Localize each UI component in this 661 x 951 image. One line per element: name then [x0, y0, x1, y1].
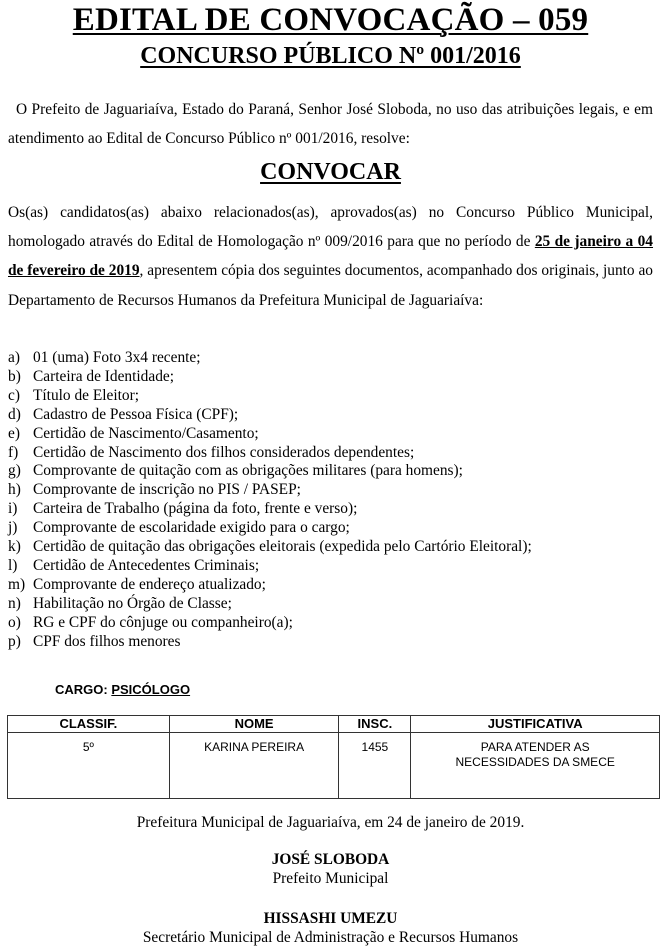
list-item — [8, 368, 532, 387]
body-paragraph — [8, 198, 653, 315]
list-item-letter: a) — [8, 349, 20, 366]
signer-2-name: HISSASHI UMEZU — [263, 910, 398, 927]
document-subtitle-text: CONCURSO PÚBLICO Nº 001/2016 — [140, 43, 521, 69]
body-text-1: Os(as) candidatos(as) abaixo relacionados(as), aprovados(as) no Concurso Público Municipal, homologado através do Edital de Homologação nº 009/2016 para que no período de — [8, 204, 653, 251]
cargo-line — [55, 681, 190, 699]
justificativa-line-1: PARA ATENDER AS — [480, 740, 590, 754]
list-item-text: Título de Eleitor; — [33, 386, 139, 404]
signer-1-role: Prefeito Municipal — [272, 870, 389, 887]
list-item-text: RG e CPF do cônjuge ou companheiro(a); — [33, 613, 293, 631]
list-item-text: Comprovante de quitação com as obrigações militares (para homens); — [33, 462, 463, 480]
cell-insc: 1455 — [339, 733, 411, 799]
table-row — [8, 733, 660, 799]
list-item-letter: l) — [8, 556, 18, 574]
list-item-text: Certidão de Nascimento dos filhos considerados dependentes; — [33, 443, 415, 461]
document-subtitle — [0, 40, 661, 72]
list-item — [8, 595, 532, 614]
list-item-letter: i) — [8, 500, 18, 518]
list-item-letter: j) — [8, 519, 18, 537]
list-item-text: Comprovante de endereço atualizado; — [33, 575, 266, 593]
list-item-text: 01 (uma) Foto 3x4 recente; — [33, 349, 201, 366]
list-item-letter: g) — [8, 462, 21, 480]
list-item — [8, 500, 532, 519]
cell-nome: KARINA PEREIRA — [169, 733, 339, 799]
list-item — [8, 387, 532, 406]
list-item — [8, 406, 532, 425]
intro-paragraph: O Prefeito de Jaguariaíva, Estado do Paraná, Senhor José Sloboda, no uso das atribuições legais, e em atendimento ao Edital de Concurso Público nº 001/2016, resolve: — [8, 101, 653, 147]
list-item-letter: o) — [8, 613, 21, 631]
list-item-text: CPF dos filhos menores — [33, 632, 181, 650]
period-highlight: 25 de janeiro a 04 de fevereiro de 2019 — [8, 233, 654, 280]
signer-2-role: Secretário Municipal de Administração e Recursos Humanos — [142, 929, 519, 946]
list-item-text: Comprovante de escolaridade exigido para o cargo; — [33, 519, 350, 537]
candidates-table — [7, 715, 660, 799]
list-item — [8, 462, 532, 481]
list-item-letter: k) — [8, 538, 21, 556]
header-classif: CLASSIF. — [8, 716, 170, 733]
list-item — [8, 614, 532, 633]
list-item-text: Certidão de Antecedentes Criminais; — [33, 556, 260, 574]
list-item-text: Comprovante de inscrição no PIS / PASEP; — [33, 481, 301, 499]
list-item-text: Certidão de Nascimento/Casamento; — [33, 424, 259, 442]
document-title — [0, 0, 661, 40]
date-line: Prefeitura Municipal de Jaguariaíva, em 24 de janeiro de 2019. — [136, 814, 525, 831]
document-title-text: EDITAL DE CONVOCAÇÃO – 059 — [72, 2, 589, 38]
cell-justificativa — [411, 733, 660, 799]
list-item-letter: d) — [8, 405, 21, 423]
cargo-value: PSICÓLOGO — [111, 682, 191, 697]
body-text-2: , apresentem cópia dos seguintes documentos, acompanhado dos originais, junto ao Departamento de Recursos Humanos da Prefeitura Municipal de Jaguariaíva: — [8, 262, 653, 309]
list-item-text: Habilitação no Órgão de Classe; — [33, 594, 232, 612]
list-item-text: Certidão de quitação das obrigações eleitorais (expedida pelo Cartório Eleitoral); — [33, 538, 532, 556]
list-item — [8, 425, 532, 444]
header-nome: NOME — [169, 716, 339, 733]
cargo-label: CARGO: — [55, 682, 112, 697]
list-item — [8, 633, 532, 652]
header-insc: INSC. — [339, 716, 411, 733]
documents-list — [8, 349, 532, 652]
list-item-text: Carteira de Trabalho (página da foto, frente e verso); — [33, 500, 358, 518]
list-item — [8, 519, 532, 538]
list-item-letter: b) — [8, 367, 21, 385]
list-item-letter: f) — [8, 443, 19, 461]
cell-classif: 5º — [8, 733, 170, 799]
section-title-text: CONVOCAR — [260, 159, 401, 185]
list-item-letter: m) — [8, 575, 26, 593]
list-item-letter: n) — [8, 594, 21, 612]
header-justificativa: JUSTIFICATIVA — [411, 716, 660, 733]
list-item-text: Cadastro de Pessoa Física (CPF); — [33, 405, 239, 423]
section-title — [0, 156, 661, 188]
list-item — [8, 444, 532, 463]
justificativa-line-2: NECESSIDADES DA SMECE — [455, 755, 615, 769]
list-item — [8, 481, 532, 500]
list-item-letter: h) — [8, 481, 21, 499]
list-item — [8, 349, 532, 368]
list-item-text: Carteira de Identidade; — [33, 367, 175, 385]
list-item — [8, 576, 532, 595]
list-item — [8, 557, 532, 576]
list-item — [8, 538, 532, 557]
list-item-letter: p) — [8, 632, 21, 650]
list-item-letter: e) — [8, 424, 20, 442]
signer-1-name: JOSÉ SLOBODA — [271, 851, 390, 868]
table-header-row — [8, 716, 660, 733]
list-item-letter: c) — [8, 386, 20, 404]
